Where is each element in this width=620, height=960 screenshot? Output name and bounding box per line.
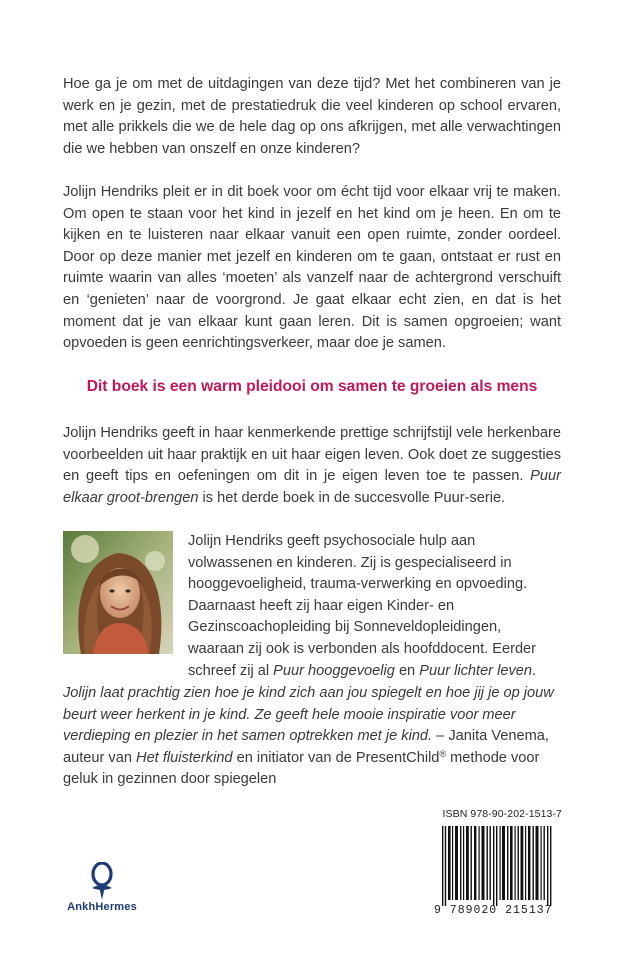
- summary-book-title: Puur elkaar groot-brengen: [63, 468, 561, 506]
- bio-book-2: Puur lichter leven: [419, 662, 532, 679]
- tagline: Dit boek is een warm pleidooi om samen te groeien als mens: [86, 378, 538, 395]
- quote-attribution-end: methode voor geluk in gezinnen door spiegelen: [63, 749, 540, 788]
- publisher-name: AnkhHermes: [67, 901, 137, 913]
- review-quote: [63, 683, 561, 791]
- isbn-barcode: [434, 808, 562, 928]
- summary-text-end: is het derde boek in de succesvolle Puur-serie.: [198, 489, 506, 506]
- quote-book-title: Het fluisterkind: [136, 749, 233, 766]
- summary-paragraph: [63, 423, 561, 509]
- isbn-label: ISBN 978-90-202-1513-7: [442, 808, 562, 820]
- bio-text: Jolijn Hendriks geeft psychosociale hulp aan volwassenen en kinderen. Zij is gespecialiseerd in hooggevoeligheid, trauma-verwerking en opvoeding. Daarnaast heeft zij haar eigen Kinder- en Gezinscoachopleiding bij Sonneveldopleidingen, waaraan zij ook is verbonden als hoofddocent. Eerder schreef zij al: [188, 533, 537, 679]
- author-photo-image: [63, 531, 173, 654]
- bio-text-end: .: [532, 662, 537, 679]
- author-bio: [188, 531, 561, 682]
- quote-attribution-middle: en initiator van de PresentChild: [232, 749, 440, 766]
- quote-attribution: – Janita Venema, auteur van: [63, 728, 549, 766]
- ean-digits: 9 789020 215137: [434, 904, 553, 917]
- intro-paragraph: Hoe ga je om met de uitdagingen van deze tijd? Met het combineren van je werk en je gezin, met de prestatiedruk die veel kinderen op school ervaren, met alle prikkels die we de hele dag op ons afkrijgen, met alle verwachtingen die we hebben van onszelf en onze kinderen?: [63, 76, 561, 157]
- bio-book-1: Puur hooggevoelig: [273, 662, 395, 679]
- bio-connector: en: [394, 662, 420, 679]
- registered-mark: ®: [439, 748, 447, 759]
- ankhhermes-logo-icon: [70, 862, 134, 922]
- body-paragraph: Jolijn Hendriks pleit er in dit boek voor om écht tijd voor elkaar vrij te maken. Om open te staan voor het kind in jezelf en het kind om je heen. En om te kijken en te luisteren naar elkaar vanuit een open ruimte, zonder oordeel. Door op deze manier met jezelf en kinderen om te gaan, ontstaat er rust en ruimte waarin van alles ‘moeten’ als vanzelf naar de achtergrond verschuift en ‘genieten’ naar de voorgrond. Je gaat elkaar echt zien, en dat is het moment dat je van elkaar kunt gaan leren. Dit is samen opgroeien; want opvoeden is geen eenrichtingsverkeer, maar doe je samen.: [63, 184, 561, 352]
- summary-text: Jolijn Hendriks geeft in haar kenmerkende prettige schrijfstijl vele herkenbare voorbeelden uit haar praktijk en uit haar eigen leven. Ook doet ze suggesties en geeft tips en oefeningen om dit in je eigen leven toe te passen.: [63, 425, 561, 485]
- author-photo: [63, 531, 173, 654]
- barcode-icon: [434, 826, 562, 906]
- quote-text: Jolijn laat prachtig zien hoe je kind zich aan jou spiegelt en hoe jij je op jouw beurt weer herkent in je kind. Ze geeft hele mooie inspiratie voor meer verdieping en plezier in het samen optrekken met je kind.: [63, 685, 554, 745]
